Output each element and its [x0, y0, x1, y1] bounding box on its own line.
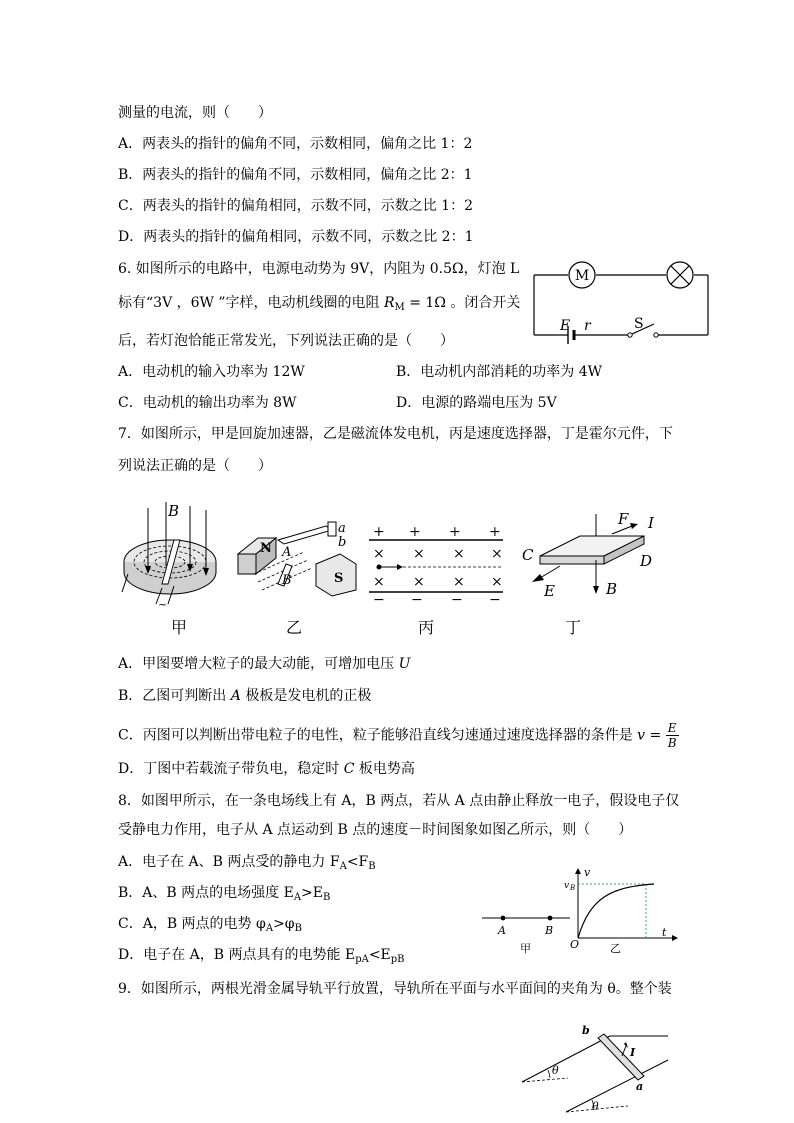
- caption-jia: 甲: [171, 618, 188, 637]
- mhd-generator-figure: [232, 518, 362, 600]
- q6-option-b: B．电动机内部消耗的功率为 4W: [396, 364, 603, 380]
- svg-text:a: a: [636, 1080, 644, 1093]
- svg-text:+: +: [409, 524, 421, 540]
- svg-text:I: I: [630, 1046, 636, 1059]
- q9-rails-figure: [518, 1018, 678, 1118]
- metal-rod: [598, 1034, 644, 1080]
- ratio-e-over-b: $\frac{E}{B}$: [667, 721, 677, 750]
- plate-b-label: B: [282, 573, 292, 588]
- svg-text:×: ×: [453, 574, 465, 590]
- q6-line2: 标有“3V ，6W ”字样，电动机线圈的电阻 $R_M = 1\Omega$ 。闭合开关: [118, 295, 521, 313]
- cyclotron-figure: [118, 500, 228, 612]
- q8-option-a: A．电子在 A、B 两点受的静电力 $F_A<F_B$: [118, 854, 376, 872]
- svg-text:B: B: [570, 884, 576, 892]
- q7-option-d: D．丁图中若载流子带负电，稳定时 C 板电势高: [118, 761, 415, 777]
- terminal-a-label: a: [338, 521, 346, 536]
- caption-bing: 丙: [418, 618, 435, 637]
- svg-text:×: ×: [413, 546, 425, 562]
- q6-option-a: A．电动机的输入功率为 12W: [118, 364, 305, 380]
- svg-text:t: t: [662, 926, 667, 939]
- motor-label: M: [574, 268, 590, 284]
- q7-line1: 7．如图所示，甲是回旋加速器，乙是磁流体发电机，丙是速度选择器，丁是霍尔元件，下: [118, 426, 673, 442]
- svg-text:θ: θ: [592, 1100, 599, 1113]
- svg-text:O: O: [570, 938, 580, 951]
- svg-text:v: v: [584, 866, 591, 879]
- svg-text:×: ×: [453, 546, 465, 562]
- magnet-s-label: S: [334, 571, 344, 586]
- svg-text:−: −: [373, 592, 385, 606]
- svg-text:+: +: [489, 524, 501, 540]
- charged-particle: [377, 565, 382, 570]
- q8-figure: [478, 866, 678, 956]
- q5-option-c: C．两表头的指针的偏角相同，示数不同，示数之比 1：2: [118, 198, 473, 214]
- point-b: [548, 916, 553, 921]
- plate-a-label: A: [282, 545, 292, 560]
- velocity-curve: [578, 884, 654, 938]
- svg-text:+: +: [449, 524, 461, 540]
- hall-b-label: B: [606, 580, 618, 598]
- svg-text:A: A: [498, 924, 506, 937]
- hall-f-label: F: [618, 510, 629, 528]
- q6-line1: 6. 如图所示的电路中，电源电动势为 9V，内阻为 0.5Ω，灯泡 L: [118, 261, 520, 277]
- q6-option-d: D．电源的路端电压为 5V: [396, 395, 557, 411]
- q7-option-b: B．乙图可判断出 A 极板是发电机的正极: [118, 688, 372, 704]
- svg-text:b: b: [582, 1024, 590, 1037]
- svg-text:+: +: [373, 524, 385, 540]
- q5-option-a: A．两表头的指针的偏角不同，示数相同，偏角之比 1：2: [118, 136, 473, 152]
- svg-text:×: ×: [373, 546, 385, 562]
- svg-text:−: −: [489, 592, 501, 606]
- magnet-n-label: N: [260, 541, 272, 556]
- svg-text:−: −: [451, 592, 463, 606]
- svg-text:−: −: [411, 592, 423, 606]
- ac-source-symbol: ~: [158, 598, 168, 611]
- hall-c-label: C: [522, 546, 534, 564]
- caption-yi: 乙: [286, 618, 303, 637]
- q8-option-b: B．A、B 两点的电场强度 $E_A>E_B$: [118, 885, 331, 903]
- hall-e-label: E: [544, 582, 555, 600]
- internal-resistance-label: r: [584, 318, 591, 334]
- q8-line1: 8．如图甲所示，在一条电场线上有 A，B 两点，若从 A 点由静止释放一电子，假设电子仅: [118, 793, 680, 809]
- q8-option-c: C．A，B 两点的电势 $\varphi_A>\varphi_B$: [118, 916, 302, 934]
- svg-text:θ: θ: [552, 1064, 559, 1077]
- hall-i-label: I: [648, 514, 654, 532]
- svg-text:×: ×: [373, 574, 385, 590]
- q7-line2: 列说法正确的是（ ）: [118, 458, 272, 474]
- caption-ding: 丁: [565, 618, 582, 637]
- q6-line3: 后，若灯泡恰能正常发光，下列说法正确的是（ ）: [118, 333, 454, 349]
- q9-line1: 9．如图所示，两根光滑金属导轨平行放置，导轨所在平面与水平面间的夹角为 θ。整个装: [118, 981, 672, 997]
- figure-jia-caption: 甲: [520, 942, 531, 955]
- q5-option-d: D．两表头的指针的偏角相同，示数不同，示数之比 2：1: [118, 229, 474, 245]
- figure-yi-caption: 乙: [610, 942, 621, 955]
- q7-option-c: C．丙图可以判断出带电粒子的电性，粒子能够沿直线匀速通过速度选择器的条件是 v = $\frac{E}{B}$: [118, 721, 677, 750]
- q8-option-d: D．电子在 A，B 两点具有的电势能 $E_{pA}<E_{pB}$: [118, 947, 405, 965]
- q5-option-b: B．两表头的指针的偏角不同，示数相同，偏角之比 2：1: [118, 167, 473, 183]
- q7-option-a: A．甲图要增大粒子的最大动能，可增加电压 U: [118, 656, 411, 672]
- svg-text:×: ×: [491, 546, 503, 562]
- svg-text:×: ×: [413, 574, 425, 590]
- hall-d-label: D: [640, 552, 653, 570]
- q6-option-c: C．电动机的输出功率为 8W: [118, 395, 297, 411]
- point-a: [501, 916, 506, 921]
- terminal-b-label: b: [338, 535, 347, 550]
- svg-text:v: v: [564, 881, 570, 891]
- svg-text:×: ×: [491, 574, 503, 590]
- switch-label: S: [634, 316, 644, 332]
- cyclotron-b-label: B: [168, 502, 180, 520]
- svg-text:B: B: [545, 924, 554, 937]
- velocity-selector-figure: [365, 524, 505, 606]
- q8-line2: 受静电力作用，电子从 A 点运动到 B 点的速度－时间图象如图乙所示，则（ ）: [118, 822, 633, 838]
- hall-element-figure: [520, 508, 670, 606]
- q6-circuit-diagram: [528, 258, 713, 346]
- emf-label: E: [560, 318, 571, 334]
- q5-stem-tail: 测量的电流，则（ ）: [118, 105, 272, 121]
